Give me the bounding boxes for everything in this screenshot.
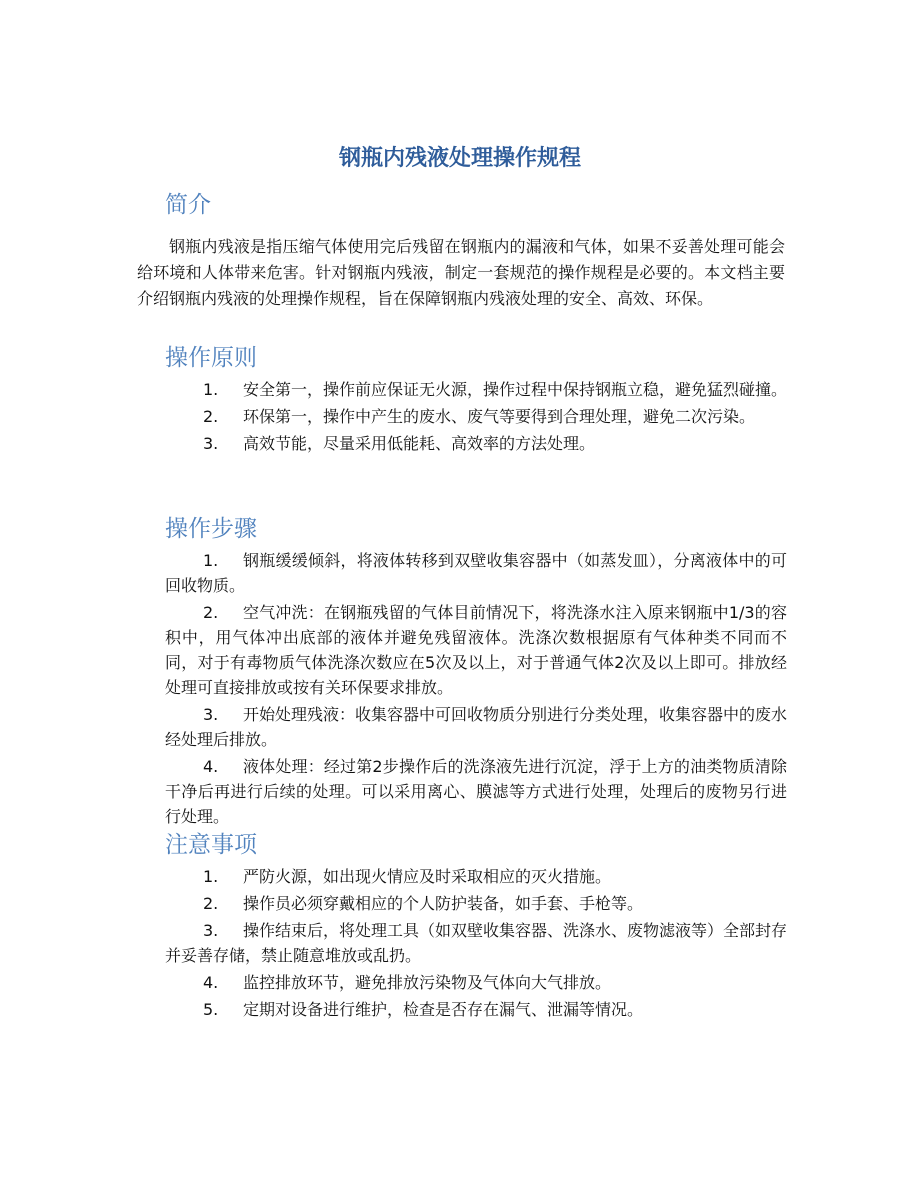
list-item xyxy=(165,891,787,916)
list-item xyxy=(165,997,787,1022)
list-item xyxy=(165,377,787,402)
list-item-text: 操作员必须穿戴相应的个人防护装备，如手套、手枪等。 xyxy=(243,894,644,913)
list-item-text: 安全第一，操作前应保证无火源，操作过程中保持钢瓶立稳，避免猛烈碰撞。 xyxy=(243,380,788,399)
section-heading-notes: 注意事项 xyxy=(165,832,257,858)
list-item-text: 监控排放环节，避免排放污染物及气体向大气排放。 xyxy=(243,973,612,992)
list-item-text: 高效节能，尽量采用低能耗、高效率的方法处理。 xyxy=(243,434,596,453)
list-item xyxy=(165,918,787,968)
list-item xyxy=(165,404,787,429)
section-heading-steps: 操作步骤 xyxy=(165,516,257,542)
list-item-text: 环保第一，操作中产生的废水、废气等要得到合理处理，避免二次污染。 xyxy=(243,407,756,426)
list-item-number: 3. xyxy=(203,921,219,940)
list-item-number: 1. xyxy=(203,380,219,399)
list-item xyxy=(165,548,787,598)
list-item xyxy=(165,970,787,995)
steps-list xyxy=(165,548,787,831)
list-item-text: 操作结束后，将处理工具（如双壁收集容器、洗涤水、废物滤液等）全部封存并妥善存储，禁止随意堆放或乱扔。 xyxy=(165,921,788,965)
list-item-number: 1. xyxy=(203,867,219,886)
list-item xyxy=(165,600,787,700)
section-heading-intro: 简介 xyxy=(165,192,211,218)
list-item-number: 4. xyxy=(203,757,219,776)
section-heading-principles: 操作原则 xyxy=(165,345,257,371)
list-item-number: 4. xyxy=(203,973,219,992)
list-item-number: 2. xyxy=(203,894,219,913)
list-item-text: 严防火源，如出现火情应及时采取相应的灭火措施。 xyxy=(243,867,612,886)
list-item-text: 空气冲洗：在钢瓶残留的气体目前情况下，将洗涤水注入原来钢瓶中1/3的容积中，用气体冲出底部的液体并避免残留液体。洗涤次数根据原有气体种类不同而不同，对于有毒物质气体洗涤次数应在5次及以上，对于普通气体2次及以上即可。排放经处理可直接排放或按有关环保要求排放。 xyxy=(165,603,787,697)
notes-list xyxy=(165,864,787,1024)
list-item xyxy=(165,431,787,456)
list-item-number: 5. xyxy=(203,1000,219,1019)
list-item-text: 开始处理残液：收集容器中可回收物质分别进行分类处理，收集容器中的废水经处理后排放。 xyxy=(165,705,788,749)
list-item xyxy=(165,754,787,829)
list-item-number: 1. xyxy=(203,551,219,570)
list-item xyxy=(165,702,787,752)
list-item-text: 定期对设备进行维护，检查是否存在漏气、泄漏等情况。 xyxy=(243,1000,644,1019)
list-item-text: 液体处理：经过第2步操作后的洗涤液先进行沉淀，浮于上方的油类物质清除干净后再进行后续的处理。可以采用离心、膜滤等方式进行处理，处理后的废物另行进行处理。 xyxy=(165,757,787,826)
intro-paragraph: 钢瓶内残液是指压缩气体使用完后残留在钢瓶内的漏液和气体，如果不妥善处理可能会给环境和人体带来危害。针对钢瓶内残液，制定一套规范的操作规程是必要的。本文档主要介绍钢瓶内残液的处理操作规程，旨在保障钢瓶内残液处理的安全、高效、环保。 xyxy=(137,237,785,308)
list-item-text: 钢瓶缓缓倾斜，将液体转移到双壁收集容器中（如蒸发皿），分离液体中的可回收物质。 xyxy=(165,551,787,595)
list-item-number: 2. xyxy=(203,407,219,426)
list-item xyxy=(165,864,787,889)
list-item-number: 2. xyxy=(203,603,219,622)
principles-list xyxy=(165,377,787,458)
page-title: 钢瓶内残液处理操作规程 xyxy=(338,146,581,171)
list-item-number: 3. xyxy=(203,434,219,453)
list-item-number: 3. xyxy=(203,705,219,724)
